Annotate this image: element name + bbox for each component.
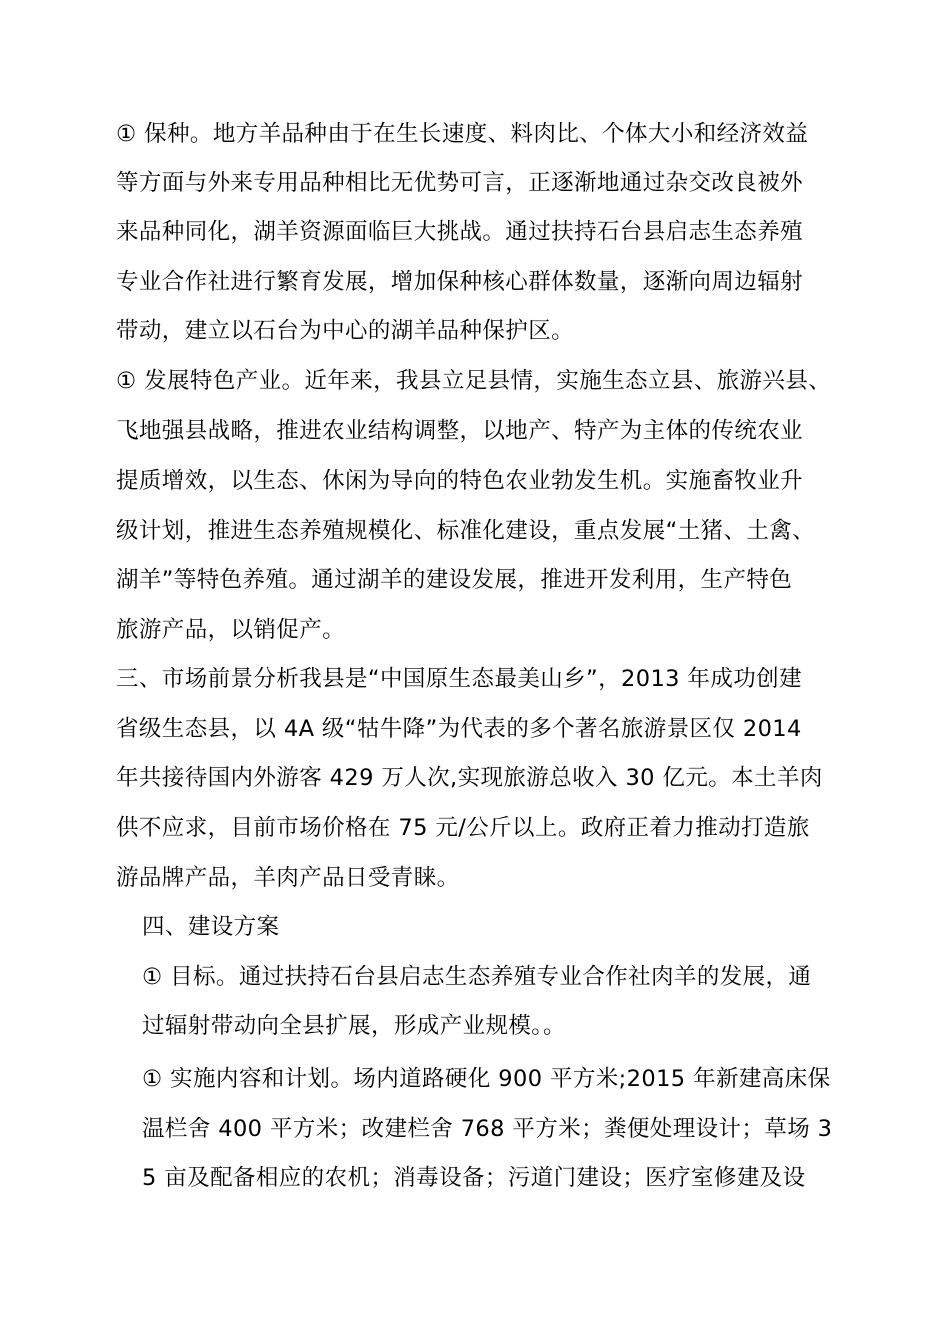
text-line: 等方面与外来专用品种相比无优势可言，正逐渐地通过杂交改良被外 [116,170,804,196]
text-line: 过辐射带动向全县扩展，形成产业规模。。 [142,1013,566,1039]
text-line: 湖羊”等特色养殖。通过湖羊的建设发展，推进开发利用，生产特色 [116,567,793,593]
text-line: 省级生态县，以 4A 级“牯牛降”为代表的多个著名旅游景区仅 2014 [116,716,802,742]
text-line: 年共接待国内外游客 429 万人次,实现旅游总收入 30 亿元。本土羊肉 [116,765,823,791]
text-line: 5 亩及配备相应的农机；消毒设备；污道门建设；医疗室修建及设 [142,1165,806,1191]
text-line: ① 目标。通过扶持石台县启志生态养殖专业合作社肉羊的发展，通 [142,964,812,990]
text-line: ① 保种。地方羊品种由于在生长速度、料肉比、个体大小和经济效益 [116,121,809,147]
text-line: 来品种同化，湖羊资源面临巨大挑战。通过扶持石台县启志生态养殖 [116,219,804,245]
text-line: 三、市场前景分析我县是“中国原生态最美山乡”，2013 年成功创建 [116,666,802,692]
section-heading: 四、建设方案 [142,914,280,940]
text-line: 级计划，推进生态养殖规模化、标准化建设，重点发展“土猪、土禽、 [116,518,816,544]
text-line: 供不应求，目前市场价格在 75 元/公斤以上。政府正着力推动打造旅 [116,815,810,841]
text-line: 专业合作社进行繁育发展，增加保种核心群体数量，逐渐向周边辐射 [116,269,804,295]
text-line: ① 发展特色产业。近年来，我县立足县情，实施生态立县、旅游兴县、 [116,368,832,394]
text-line: 带动，建立以石台为中心的湖羊品种保护区。 [116,318,575,344]
text-line: 飞地强县战略，推进农业结构调整，以地产、特产为主体的传统农业 [116,418,804,444]
text-line: 提质增效，以生态、休闲为导向的特色农业勃发生机。实施畜牧业升 [116,468,804,494]
text-line: 游品牌产品，羊肉产品日受青睐。 [116,865,460,891]
text-line: 旅游产品，以销促产。 [116,617,346,643]
text-line: 温栏舍 400 平方米；改建栏舍 768 平方米；粪便处理设计；草场 3 [142,1116,833,1142]
text-line: ① 实施内容和计划。场内道路硬化 900 平方米;2015 年新建高床保 [142,1066,831,1092]
